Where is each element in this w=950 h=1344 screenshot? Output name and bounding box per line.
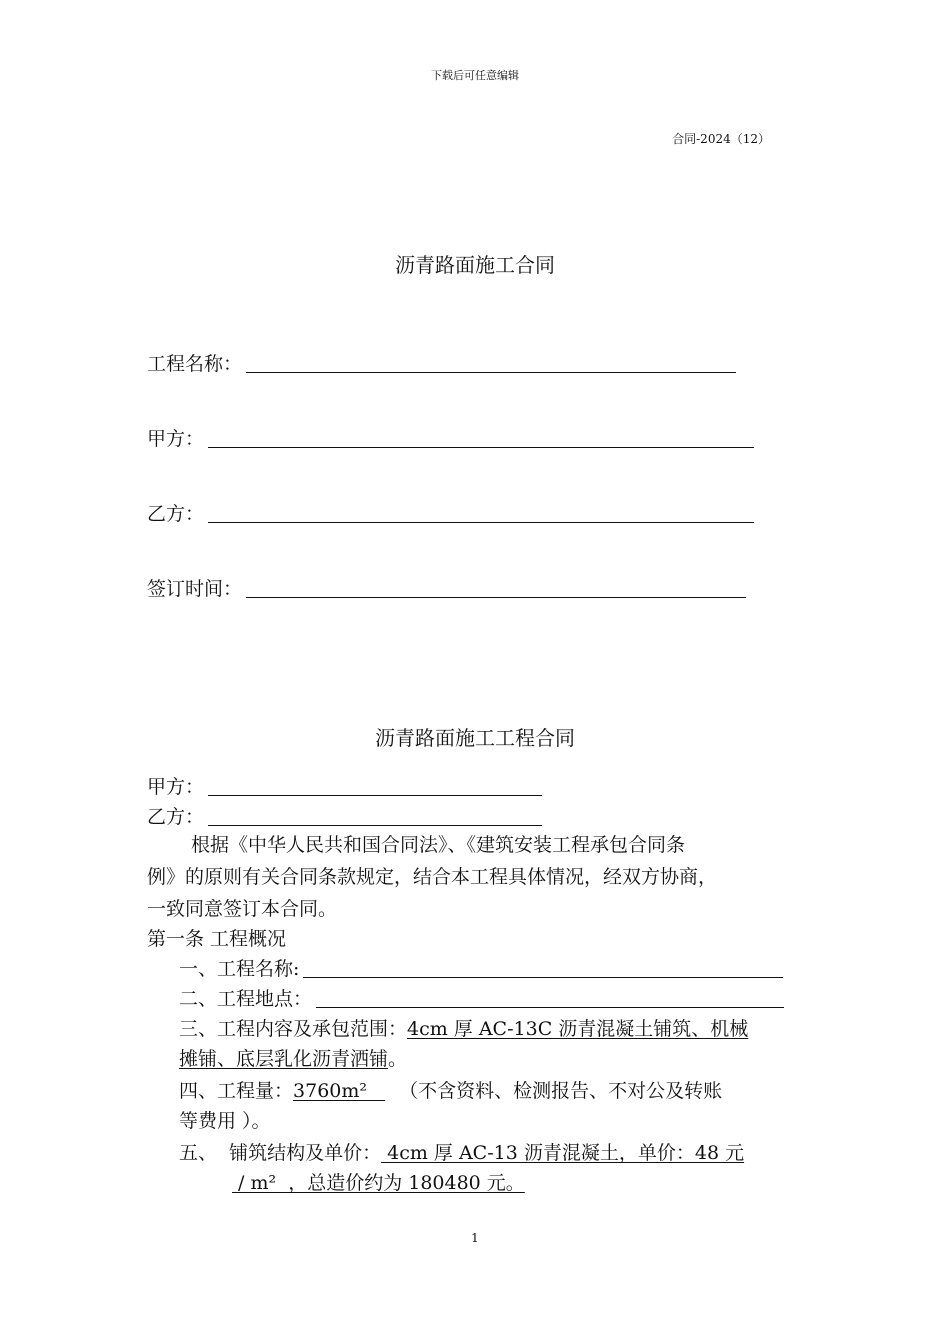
item-value: 摊铺、底层乳化沥青洒铺 (179, 1048, 389, 1070)
preamble-line-2: 例》的原则有关合同条款规定，结合本工程具体情况，经双方协商， (147, 866, 718, 888)
blank-line (246, 597, 746, 598)
contract-party-b (147, 802, 542, 829)
page-number: 1 (471, 1231, 479, 1245)
field-label: 乙方： (147, 806, 205, 828)
item-quantity-line-1 (179, 1076, 722, 1106)
item-label: 五、 铺筑结构及单价： (179, 1142, 382, 1164)
item-structure-line-2 (232, 1168, 525, 1198)
blank-line (246, 372, 736, 373)
blank-line (303, 977, 783, 978)
item-label: 一、工程名称: (179, 958, 300, 980)
field-label: 甲方： (147, 776, 205, 798)
item-scope-line-2 (179, 1044, 407, 1074)
preamble-line-1: 根据《中华人民共和国合同法》、《建筑安装工程承包合同条 (191, 834, 686, 856)
contract-party-a (147, 772, 542, 799)
item-value: 4cm 厚 AC-13 沥青混凝土，单价：48 元 (381, 1142, 745, 1164)
item-project-location (179, 984, 784, 1014)
blank-line (316, 1007, 784, 1008)
item-value: / m² ，总造价约为 180480 元。 (232, 1172, 525, 1194)
contract-title: 沥青路面施工工程合同 (375, 726, 575, 750)
item-label: 四、工程量： (179, 1080, 294, 1102)
item-end: 。 (388, 1048, 408, 1070)
field-label: 甲方： (147, 428, 205, 450)
cover-project-name-field (147, 349, 736, 376)
item-value: 4cm 厚 AC-13C 沥青混凝土铺筑、机械 (407, 1018, 749, 1040)
cover-party-b-field (147, 499, 754, 526)
preamble-line-3: 一致同意签订本合同。 (147, 898, 338, 920)
download-note: 下载后可任意编辑 (431, 69, 519, 82)
article-1-heading: 第一条 工程概况 (147, 928, 287, 950)
blank-line (208, 522, 754, 523)
item-note: （不含资料、检测报告、不对公及转账 (399, 1080, 723, 1102)
field-label: 乙方： (147, 503, 205, 525)
item-scope-line-1 (179, 1014, 748, 1044)
cover-party-a-field (147, 424, 754, 451)
item-structure-line-1 (179, 1138, 744, 1168)
field-label: 工程名称： (147, 353, 243, 375)
item-label: 二、工程地点： (179, 988, 313, 1010)
cover-title: 沥青路面施工合同 (395, 253, 555, 277)
item-label: 三、工程内容及承包范围： (179, 1018, 408, 1040)
item-project-name (179, 954, 783, 984)
contract-number: 合同-2024（12） (672, 132, 770, 146)
item-value: 3760m² (293, 1080, 386, 1102)
cover-sign-date-field (147, 574, 746, 601)
item-quantity-line-2: 等费用 ）。 (179, 1110, 271, 1132)
blank-line (208, 825, 542, 826)
blank-line (208, 795, 542, 796)
blank-line (208, 447, 754, 448)
field-label: 签订时间： (147, 578, 243, 600)
